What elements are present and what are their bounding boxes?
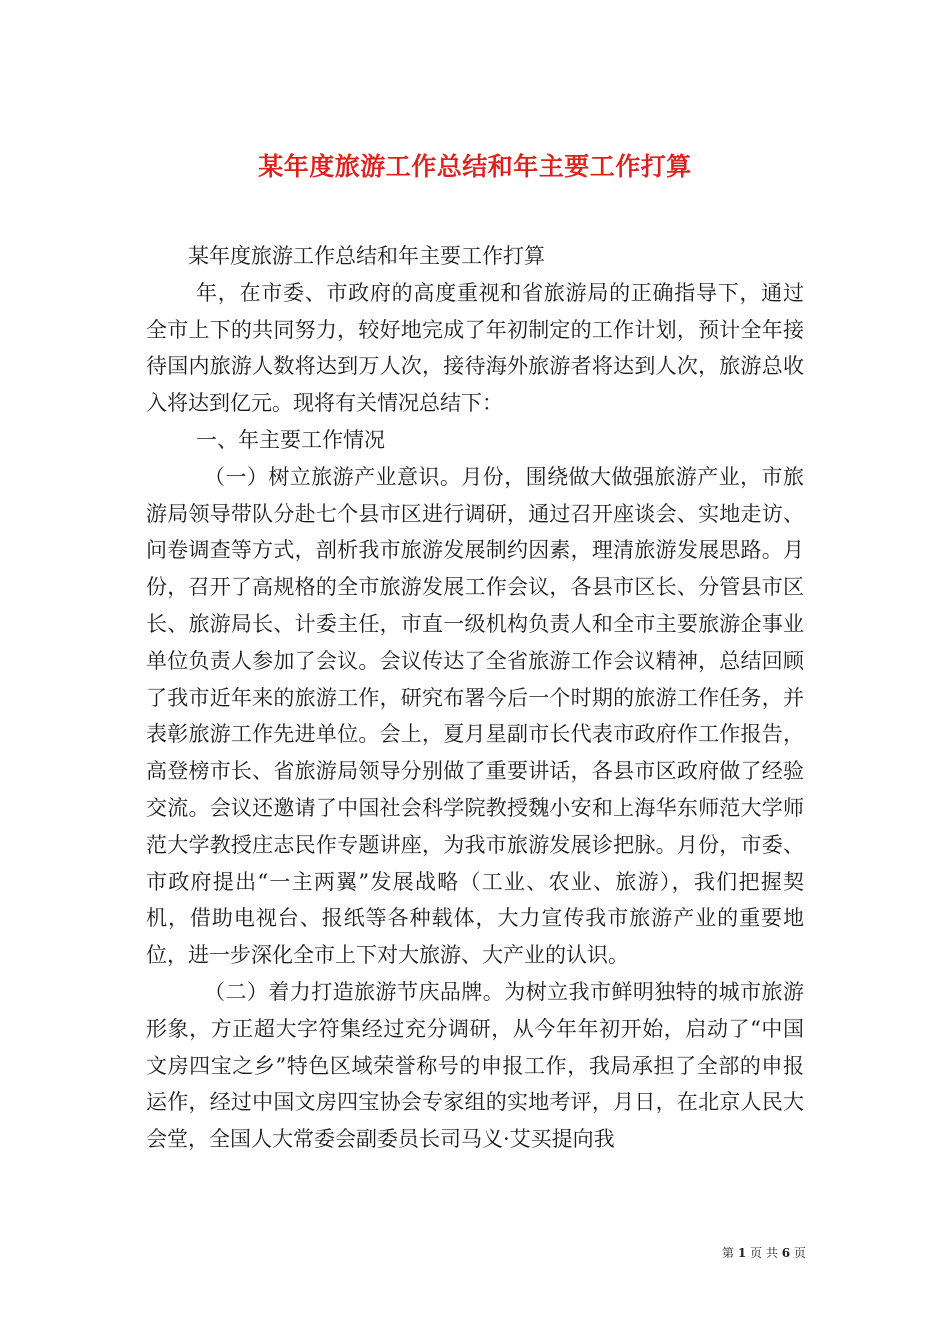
paragraph-subtitle: 某年度旅游工作总结和年主要工作打算	[188, 244, 545, 268]
document-body	[146, 238, 804, 1158]
footer-total-pages: 6	[781, 1246, 791, 1260]
document-title: 某年度旅游工作总结和年主要工作打算	[258, 151, 692, 181]
paragraph-intro: 年，在市委、市政府的高度重视和省旅游局的正确指导下，通过全市上下的共同努力，较好地完成了年初制定的工作计划，预计全年接待国内旅游人数将达到万人次，接待海外旅游者将达到人次，旅游总收入将达到亿元。现将有关情况总结下：	[146, 280, 804, 416]
paragraph-section-2: （二）着力打造旅游节庆品牌。为树立我市鲜明独特的城市旅游形象，方正超大字符集经过充分调研，从今年年初开始，启动了“中国文房四宝之乡”特色区域荣誉称号的申报工作，我局承担了全部的申报运作，经过中国文房四宝协会专家组的实地考评，月日，在北京人民大会堂，全国人大常委会副委员长司马义·艾买提向我	[146, 979, 804, 1152]
footer-suffix: 页	[793, 1246, 806, 1260]
section-heading: 一、年主要工作情况	[196, 427, 385, 452]
paragraph-section-1: （一）树立旅游产业意识。月份，围绕做大做强旅游产业，市旅游局领导带队分赴七个县市区进行调研，通过召开座谈会、实地走访、问卷调查等方式，剖析我市旅游发展制约因素，理清旅游发展思路。月份，召开了高规格的全市旅游发展工作会议，各县市区长、分管县市区长、旅游局长、计委主任，市直一级机构负责人和全市主要旅游企事业单位负责人参加了会议。会议传达了全省旅游工作会议精神，总结回顾了我市近年来的旅游工作，研究布署今后一个时期的旅游工作任务，并表彰旅游工作先进单位。会上，夏月星副市长代表市政府作工作报告，高登榜市长、省旅游局领导分别做了重要讲话，各县市区政府做了经验交流。会议还邀请了中国社会科学院教授魏小安和上海华东师范大学师范大学教授庄志民作专题讲座，为我市旅游发展诊把脉。月份，市委、市政府提出“一主两翼”发展战略（工业、农业、旅游），我们把握契机，借助电视台、报纸等各种载体，大力宣传我市旅游产业的重要地位，进一步深化全市上下对大旅游、大产业的认识。	[146, 464, 804, 968]
footer-prefix: 第	[722, 1246, 735, 1260]
footer-page-number: 1	[737, 1246, 747, 1260]
page-footer	[722, 1244, 806, 1261]
footer-middle: 页 共	[750, 1246, 778, 1260]
